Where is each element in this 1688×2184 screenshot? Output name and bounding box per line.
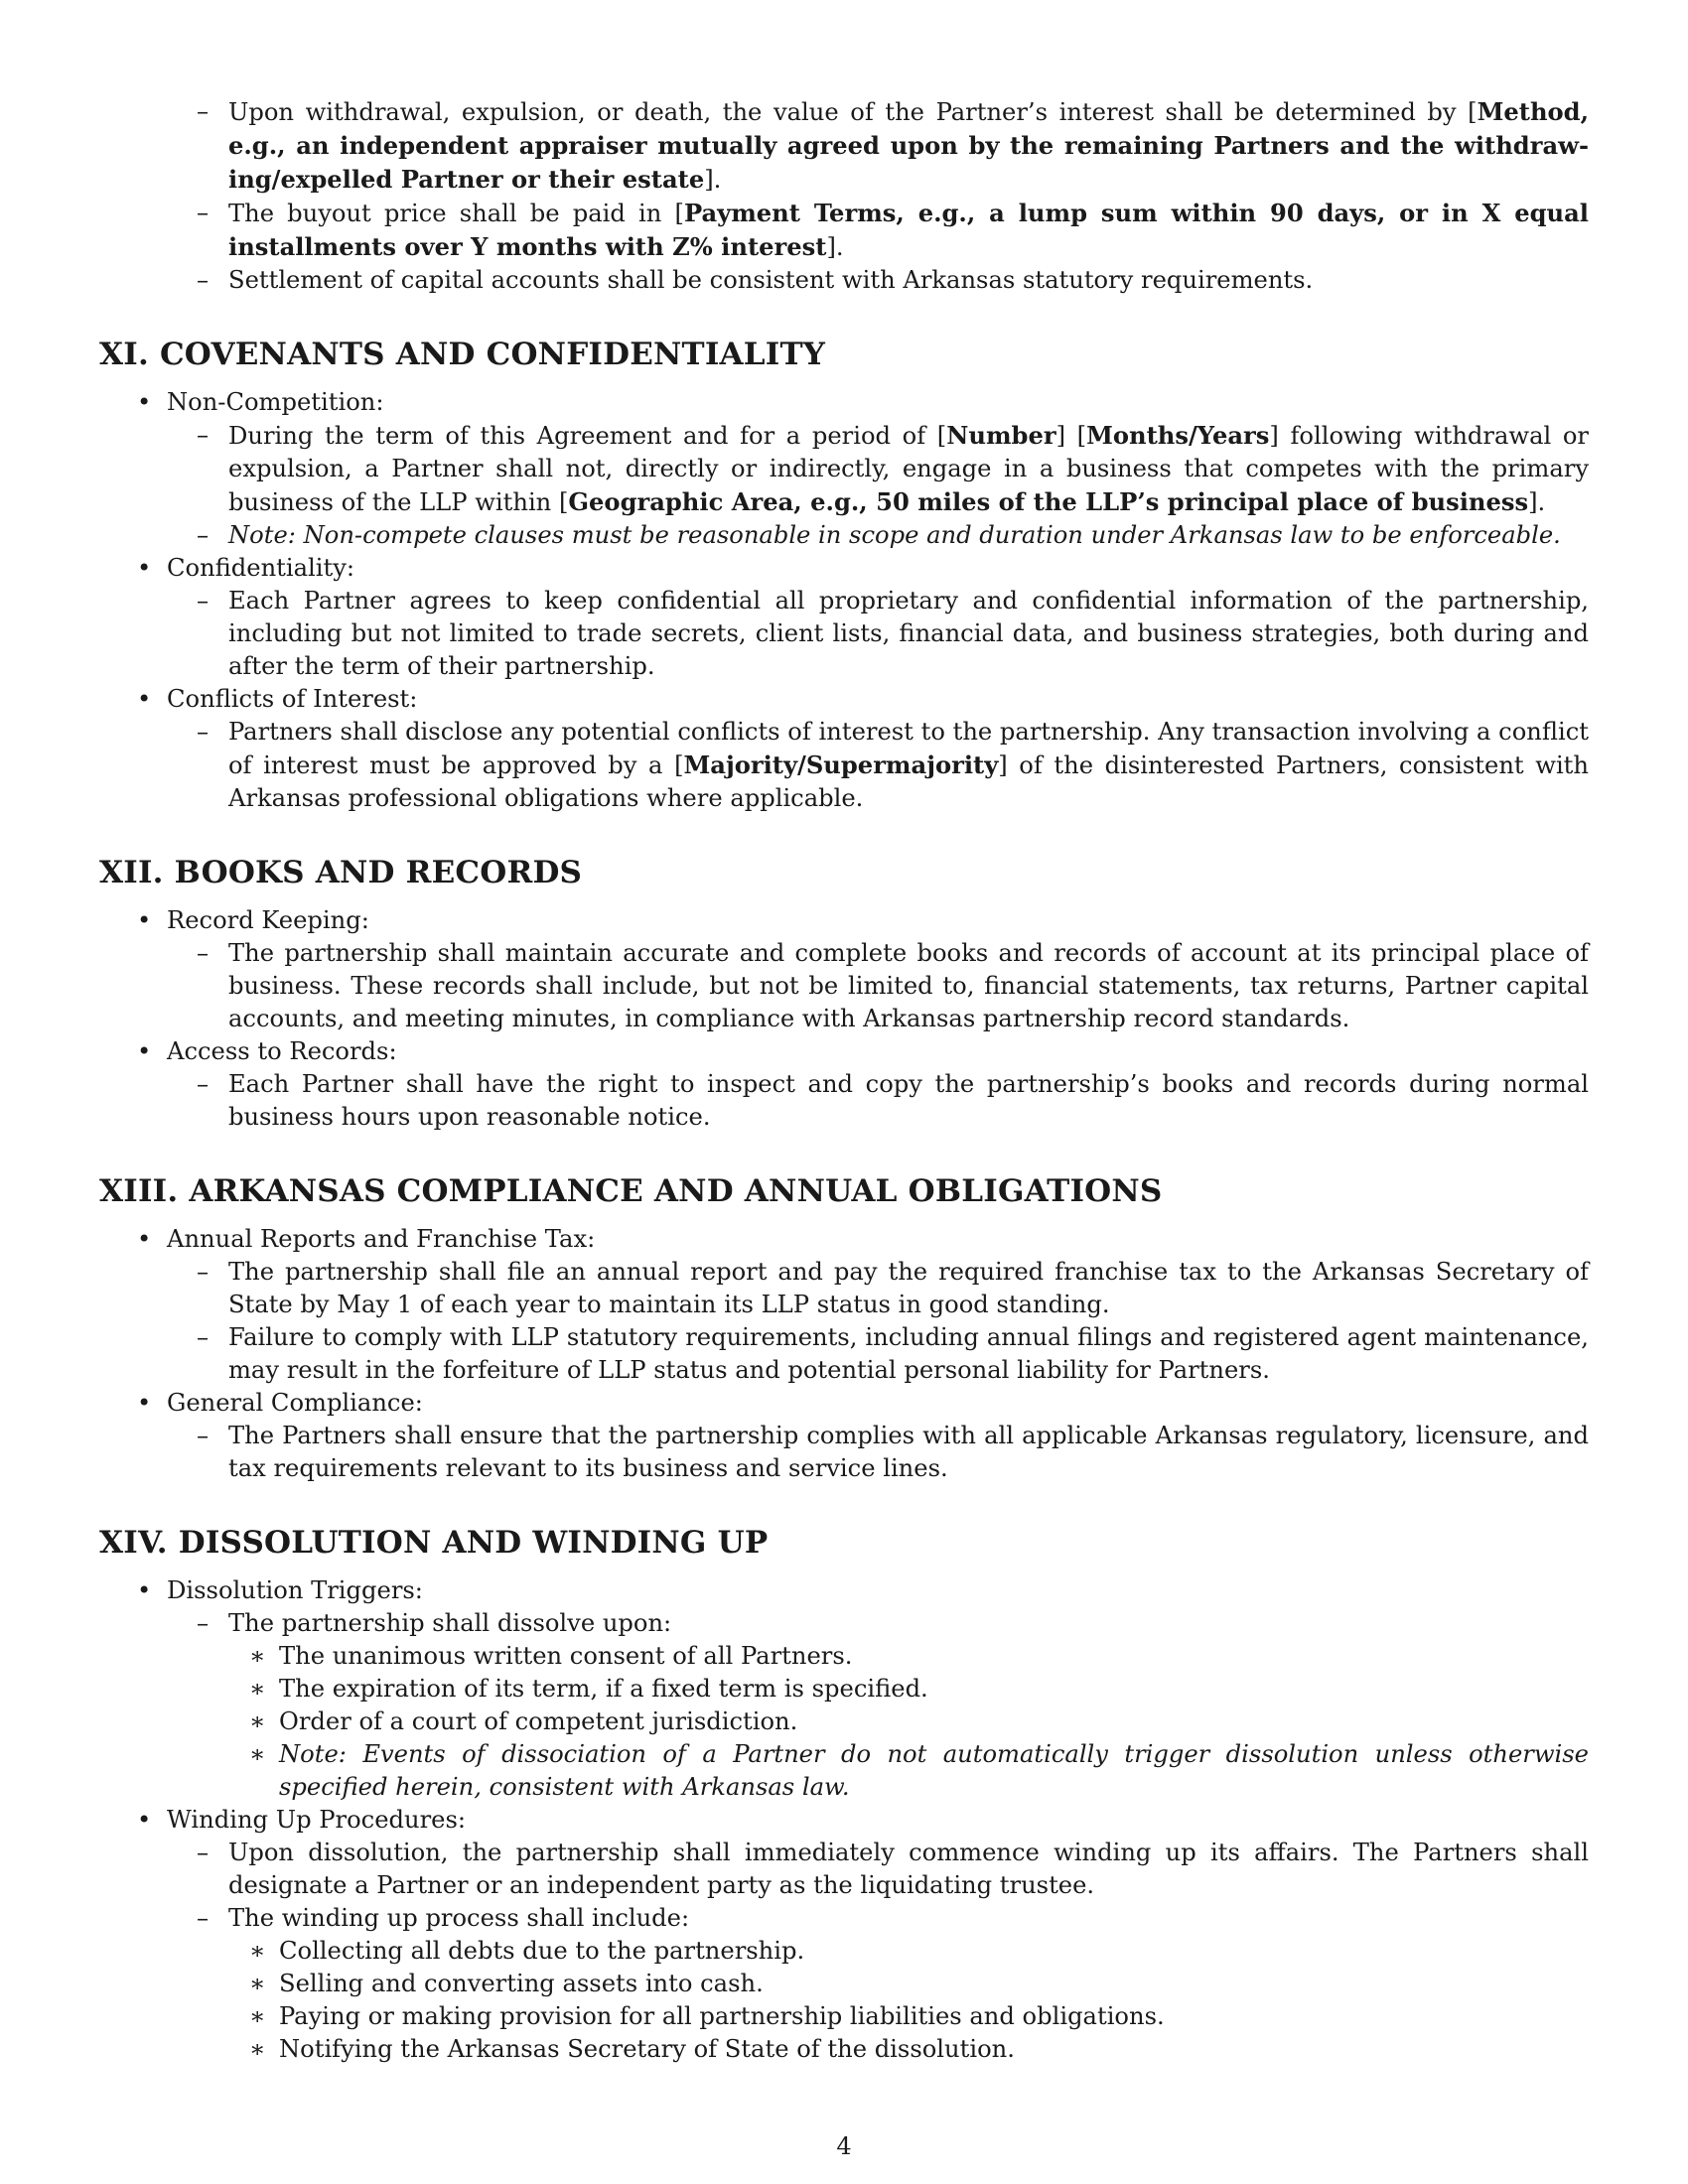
note-text: Note: Events of dissociation of a Partner do not automatically trigger dissolution unless otherwise specified herein, consistent with Arkansas law. [279, 1740, 1589, 1801]
list-item: ∗ The unanimous written consent of all Partners. [99, 1640, 1589, 1673]
bullet-marker: • [137, 1389, 152, 1417]
placeholder-field: Method, e.g., an independent appraiser mutually agreed upon by the remaining Partners and the withdrawing/expelled Partner or their estate [228, 97, 1589, 194]
list-item: • Confidentiality: [99, 552, 1589, 585]
list-item: – During the term of this Agreement and for a period of [Number] [Months/Years] following withdrawal or expulsion, a Partner shall not, directly or indirectly, engage in a business that competes with the primary business of the LLP within [Geographic Area, e.g., 50 miles of the LLP’s principal place of business]. [197, 421, 1589, 516]
bullet-marker: • [137, 388, 152, 416]
list-item: • Non-Competition: [99, 386, 1589, 419]
list-item: – The partnership shall maintain accurate and complete books and records of account at its principal place of business. These records shall include, but not be limited to, financial statements, tax returns, Partner capital accounts, and meeting minutes, in compliance with Arkansas partnership record standards. [197, 939, 1589, 1032]
list-item: • Winding Up Procedures: [99, 1804, 1589, 1837]
document-page [99, 95, 1589, 2066]
list-item: – The buyout price shall be paid in [Payment Terms, e.g., a lump sum within 90 days, or in X equal installments over Y months with Z% interest]. [197, 199, 1589, 261]
list-item: ∗ Order of a court of competent jurisdiction. [99, 1706, 1589, 1738]
section-heading-xii: XII. BOOKS AND RECORDS [99, 855, 583, 890]
section-heading-xiv: XIV. DISSOLUTION AND WINDING UP [99, 1525, 769, 1561]
section-xiii-list [99, 1223, 1589, 1485]
bullet-marker: • [137, 1225, 152, 1253]
bullet-marker: • [137, 554, 152, 582]
list-item: ∗ Collecting all debts due to the partnership. [99, 1935, 1589, 1968]
section-xi-list [99, 386, 1589, 815]
list-item: • Record Keeping: [99, 904, 1589, 937]
list-item: ∗ Selling and converting assets into cash. [99, 1968, 1589, 2000]
dash-marker: – [197, 939, 210, 967]
dash-marker: – [197, 521, 210, 549]
dash-marker: – [197, 266, 210, 294]
dash-marker: – [197, 1070, 210, 1098]
bullet-marker: • [137, 1576, 152, 1604]
star-marker: ∗ [249, 1937, 266, 1965]
dash-marker: – [197, 718, 210, 746]
list-item: • Dissolution Triggers: [99, 1574, 1589, 1607]
list-item: – Upon withdrawal, expulsion, or death, the value of the Partner’s interest shall be determined by [Method, e.g., an independent appraiser mutually agreed upon by the remaining Partners and the withdrawing/expelled Partner or their estate]. [197, 97, 1589, 194]
star-marker: ∗ [249, 1707, 266, 1735]
list-item [99, 519, 1589, 552]
dash-marker: – [197, 1904, 210, 1932]
list-item: ∗ Notifying the Arkansas Secretary of State of the dissolution. [99, 2033, 1589, 2066]
star-marker: ∗ [249, 1642, 266, 1670]
star-marker: ∗ [249, 2002, 266, 2030]
list-item: ∗ Paying or making provision for all partnership liabilities and obligations. [99, 2000, 1589, 2033]
bullet-marker: • [137, 1037, 152, 1065]
star-marker: ∗ [249, 2035, 266, 2063]
list-item: – The Partners shall ensure that the partnership complies with all applicable Arkansas regulatory, licensure, and tax requirements relevant to its business and service lines. [197, 1422, 1589, 1482]
section-heading-xiii: XIII. ARKANSAS COMPLIANCE AND ANNUAL OBLIGATIONS [99, 1173, 1163, 1209]
star-marker: ∗ [249, 1740, 266, 1768]
bullet-marker: • [137, 685, 152, 713]
bullet-marker: • [137, 1806, 152, 1834]
note-text: Note: Non-compete clauses must be reasonable in scope and duration under Arkansas law to be enforceable. [228, 521, 1561, 549]
dash-marker: – [197, 97, 210, 125]
dash-marker: – [197, 199, 210, 226]
dash-marker: – [197, 421, 210, 449]
list-item: – Failure to comply with LLP statutory requirements, including annual filings and registered agent maintenance, may result in the forfeiture of LLP status and potential personal liability for Partners. [197, 1323, 1589, 1384]
list-item: – Partners shall disclose any potential conflicts of interest to the partnership. Any transaction involving a conflict of interest must be approved by a [Majority/Supermajority] of the disinterested Partners, consistent with Arkansas professional obligations where applicable. [197, 718, 1589, 812]
placeholder-field: Payment Terms, e.g., a lump sum within 90 days, or in X equal installments over Y months with Z% interest [228, 199, 1589, 261]
star-marker: ∗ [249, 1675, 266, 1703]
list-item: – Upon dissolution, the partnership shall immediately commence winding up its affairs. The Partners shall designate a Partner or an independent party as the liquidating trustee. [197, 1839, 1589, 1899]
page-number: 4 [836, 2132, 852, 2160]
list-item: • Annual Reports and Franchise Tax: [99, 1223, 1589, 1256]
list-item: – The partnership shall file an annual report and pay the required franchise tax to the Arkansas Secretary of State by May 1 of each year to maintain its LLP status in good standing. [197, 1258, 1589, 1318]
dash-marker: – [197, 1839, 210, 1866]
placeholder-field: Majority/Supermajority [683, 751, 999, 779]
list-item [99, 1738, 1589, 1804]
continued-list [99, 95, 1589, 297]
list-item: – Each Partner agrees to keep confidential all proprietary and confidential information of the partnership, including but not limited to trade secrets, client lists, financial data, and business strategies, both during and after the term of their partnership. [197, 587, 1589, 680]
dash-marker: – [197, 1323, 210, 1351]
star-marker: ∗ [249, 1970, 266, 1997]
section-xiv-list [99, 1574, 1589, 2066]
list-item: – Settlement of capital accounts shall be consistent with Arkansas statutory requirements. [99, 264, 1589, 297]
dash-marker: – [197, 587, 210, 614]
dash-marker: – [197, 1258, 210, 1286]
list-item: • Access to Records: [99, 1035, 1589, 1068]
list-item: • Conflicts of Interest: [99, 683, 1589, 716]
list-item: – The winding up process shall include: [99, 1902, 1589, 1935]
list-item: – Each Partner shall have the right to inspect and copy the partnership’s books and records during normal business hours upon reasonable notice. [197, 1070, 1589, 1131]
bullet-marker: • [137, 906, 152, 934]
list-item: – The partnership shall dissolve upon: [99, 1607, 1589, 1640]
dash-marker: – [197, 1609, 210, 1637]
list-item: ∗ The expiration of its term, if a fixed term is specified. [99, 1673, 1589, 1706]
dash-marker: – [197, 1422, 210, 1449]
section-xii-list [99, 904, 1589, 1134]
section-heading-xi: XI. COVENANTS AND CONFIDENTIALITY [99, 337, 826, 372]
placeholder-field: Months/Years [1086, 421, 1270, 450]
list-item: • General Compliance: [99, 1387, 1589, 1420]
placeholder-field: Geographic Area, e.g., 50 miles of the LLP’s principal place of business [568, 487, 1529, 516]
placeholder-field: Number [946, 421, 1056, 450]
